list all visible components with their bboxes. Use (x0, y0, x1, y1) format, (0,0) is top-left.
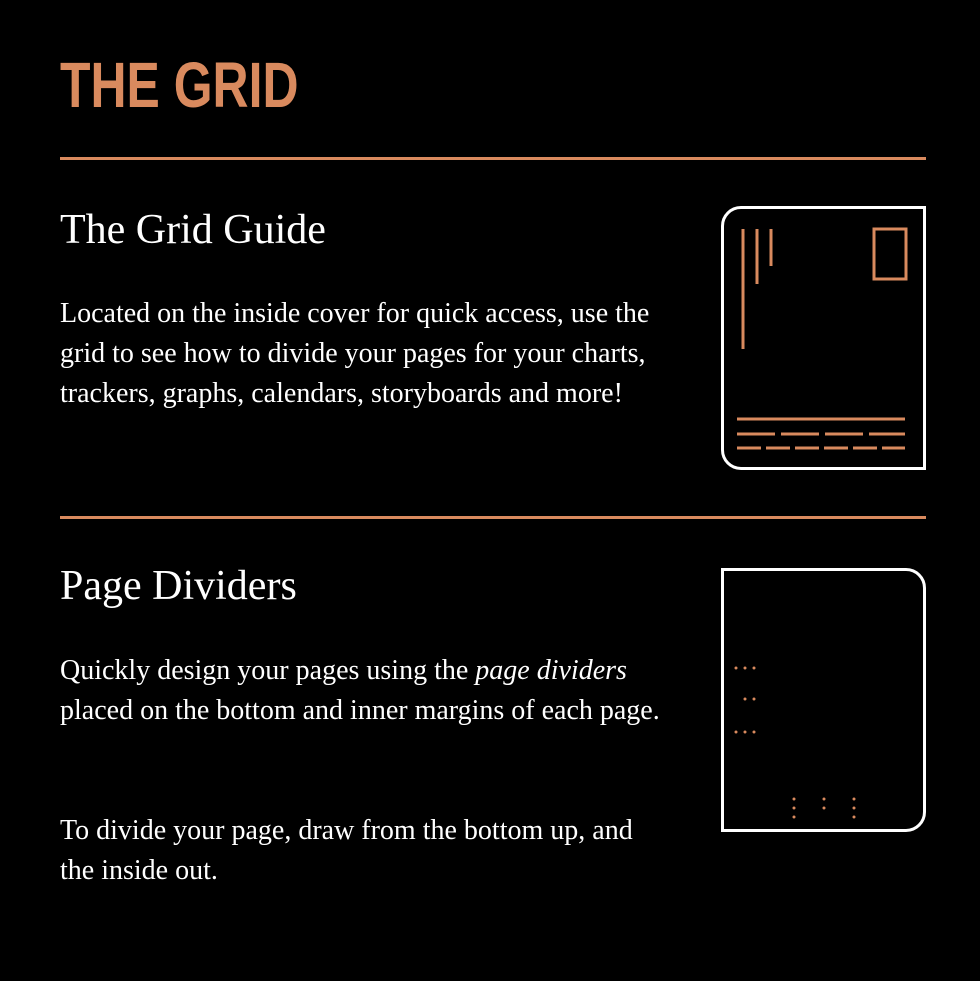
page-dividers-page-icon (721, 568, 927, 832)
grid-marks (737, 229, 906, 448)
page-outline (723, 570, 925, 831)
page-title: THE GRID (60, 49, 299, 121)
section-body-page-dividers (60, 651, 670, 731)
body-text-after: placed on the bottom and inner margins of each page. (60, 695, 660, 726)
section-body-drawing-tip: To divide your page, draw from the bottom up, and the inside out. (60, 815, 633, 886)
body-text-emphasis: page dividers (475, 655, 627, 686)
section-heading-page-dividers: Page Dividers (60, 563, 297, 609)
divider-dots (735, 667, 856, 819)
section-heading-grid-guide: The Grid Guide (60, 207, 326, 253)
section-divider-top (60, 157, 926, 160)
section-divider-middle (60, 516, 926, 519)
page-outline (723, 208, 925, 469)
body-text-before: Quickly design your pages using the (60, 655, 476, 686)
section-body-grid-guide: Located on the inside cover for quick access, use the grid to see how to divide your pages for your charts, trackers, graphs, calendars, storyboards and more! (60, 298, 650, 409)
grid-guide-page-icon (721, 206, 927, 470)
